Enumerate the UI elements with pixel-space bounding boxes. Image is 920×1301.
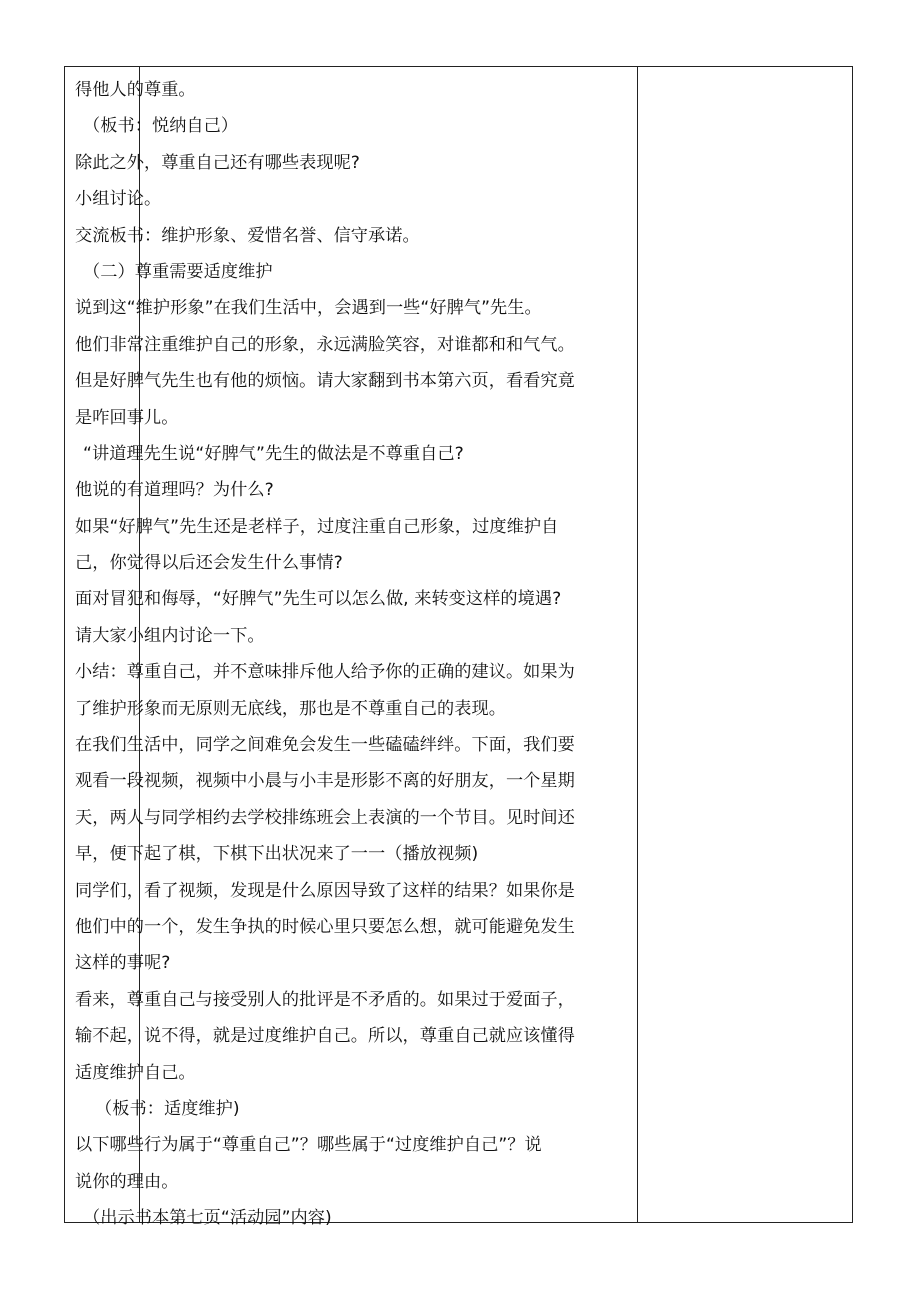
- text-line: 小结：尊重自己，并不意味排斥他人给予你的正确的建议。如果为: [75, 662, 575, 683]
- text-line: 输不起，说不得，就是过度维护自己。所以，尊重自己就应该懂得: [75, 1026, 575, 1047]
- text-line: 天，两人与同学相约去学校排练班会上表演的一个节目。见时间还: [75, 807, 575, 828]
- text-line: “讲道理先生说“好脾气”先生的做法是不尊重自己?: [83, 443, 464, 464]
- text-line: 己，你觉得以后还会发生什么事情?: [75, 553, 343, 574]
- text-line: 说你的理由。: [75, 1171, 179, 1192]
- text-line: 是咋回事儿。: [75, 407, 179, 428]
- text-line: 得他人的尊重。: [75, 80, 196, 100]
- text-line: 说到这“维护形象”在我们生活中，会遇到一些“好脾气”先生。: [75, 298, 542, 319]
- text-line: 面对冒犯和侮辱，“好脾气”先生可以怎么做, 来转变这样的境遇?: [75, 589, 562, 610]
- text-line: 他们非常注重维护自己的形象，永远满脸笑容，对谁都和和气气。: [75, 334, 575, 355]
- column-divider-right: [637, 67, 638, 1222]
- text-line: 他说的有道理吗？为什么?: [75, 480, 274, 501]
- text-line: 交流板书：维护形象、爱惜名誉、信守承诺。: [75, 225, 420, 246]
- text-line: 了维护形象而无原则无底线，那也是不尊重自己的表现。: [75, 698, 506, 719]
- text-line: （板书：适度维护): [95, 1098, 240, 1119]
- text-line: 适度维护自己。: [75, 1062, 196, 1083]
- text-line: 请大家小组内讨论一下。: [75, 625, 265, 646]
- text-line: 在我们生活中，同学之间难免会发生一些磕磕绊绊。下面，我们要: [75, 735, 575, 756]
- text-line: 以下哪些行为属于“尊重自己”？哪些属于“过度维护自己”？说: [75, 1135, 542, 1156]
- text-line: 但是好脾气先生也有他的烦恼。请大家翻到书本第六页，看看究竟: [75, 371, 575, 392]
- lesson-text-cell: [75, 72, 575, 1237]
- text-line: 他们中的一个，发生争执的时候心里只要怎么想，就可能避免发生: [75, 916, 575, 937]
- text-line: 小组讨论。: [75, 189, 162, 210]
- text-line: 同学们，看了视频，发现是什么原因导致了这样的结果？如果你是: [75, 880, 575, 901]
- text-line: （出示书本第七页“活动园”内容): [83, 1208, 332, 1229]
- text-line: 看来，尊重自己与接受别人的批评是不矛盾的。如果过于爱面子，: [75, 989, 575, 1010]
- text-line: （板书：悦纳自己）: [83, 116, 239, 137]
- text-line: 这样的事呢?: [75, 953, 171, 974]
- text-line: 观看一段视频，视频中小晨与小丰是形影不离的好朋友，一个星期: [75, 771, 575, 792]
- text-line: 如果“好脾气”先生还是老样子，过度注重自己形象，过度维护自: [75, 516, 559, 537]
- text-line: 除此之外，尊重自己还有哪些表现呢?: [75, 152, 360, 173]
- text-line: 早，便下起了棋，下棋下出状况来了一一（播放视频): [75, 844, 479, 865]
- text-line: （二）尊重需要适度维护: [83, 261, 273, 282]
